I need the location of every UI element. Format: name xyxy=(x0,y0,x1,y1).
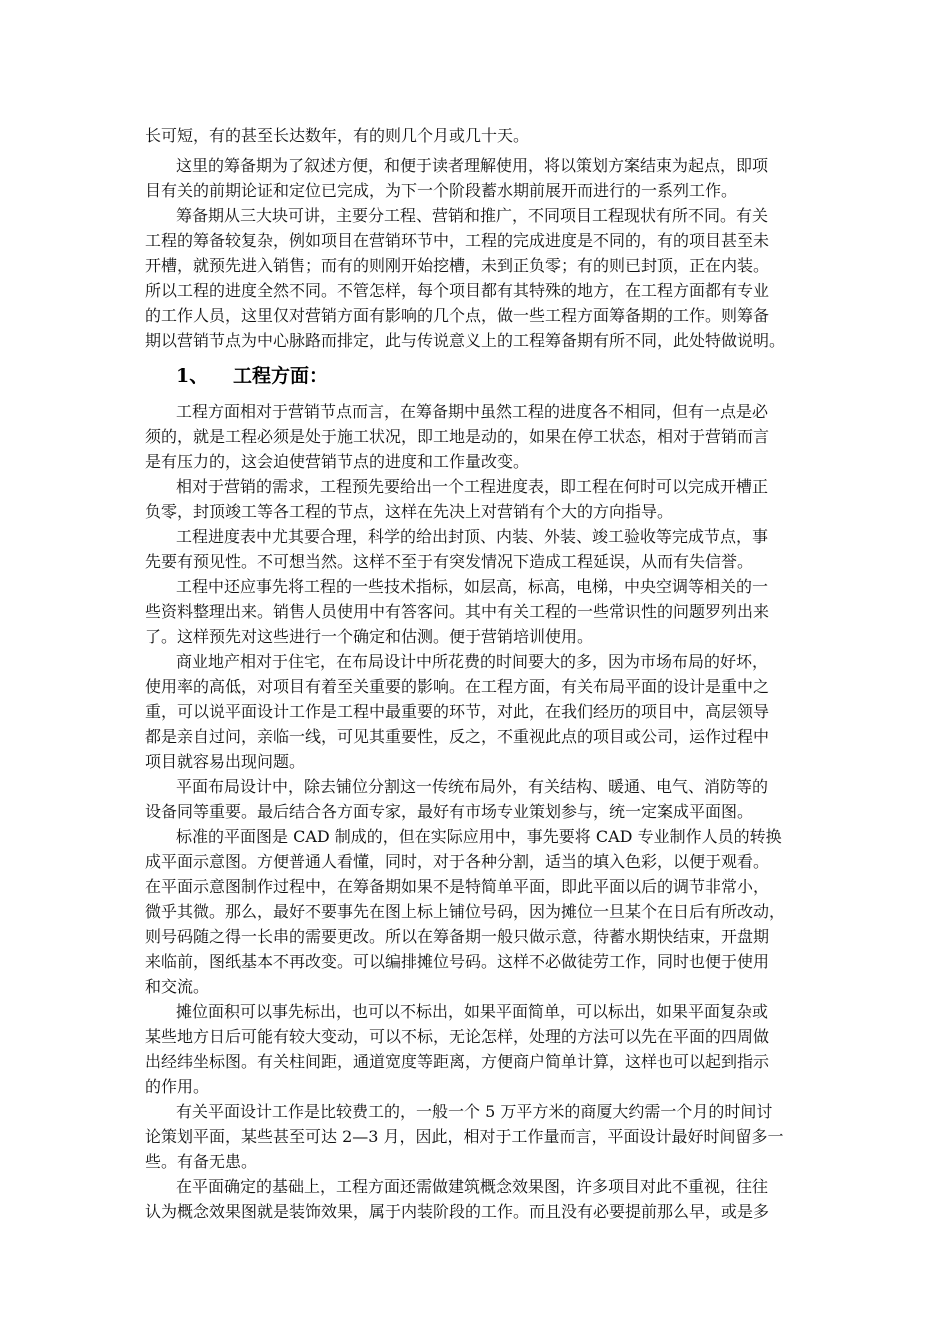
body-text-line: 工程中还应事先将工程的一些技术指标，如层高，标高，电梯，中央空调等相关的一 xyxy=(176,577,769,596)
body-text-line: 出经纬坐标图。有关柱间距，通道宽度等距离，方便商户简单计算，这样也可以起到指示 xyxy=(145,1052,770,1071)
body-text-line: 工程方面相对于营销节点而言，在筹备期中虽然工程的进度各不相同，但有一点是必 xyxy=(176,402,769,421)
body-text-line: 些。有备无患。 xyxy=(145,1152,258,1171)
body-text-line: 重，可以说平面设计工作是工程中最重要的环节，对此，在我们经历的项目中，高层领导 xyxy=(145,702,770,721)
body-text-line: 在平面确定的基础上，工程方面还需做建筑概念效果图，许多项目对此不重视，往往 xyxy=(176,1177,769,1196)
body-text-line: 微乎其微。那么，最好不要事先在图上标上铺位号码，因为摊位一旦某个在日后有所改动， xyxy=(145,902,786,921)
body-text-line: 的工作人员，这里仅对营销方面有影响的几个点，做一些工程方面筹备期的工作。则筹备 xyxy=(145,306,770,325)
body-text-line: 些资料整理出来。销售人员使用中有答客问。其中有关工程的一些常识性的问题罗列出来 xyxy=(145,602,770,621)
body-text-line: 负零，封顶竣工等各工程的节点，这样在先决上对营销有个大的方向指导。 xyxy=(145,502,674,521)
body-text-line: 商业地产相对于住宅，在布局设计中所花费的时间要大的多，因为市场布局的好坏， xyxy=(176,652,769,671)
body-text-line: 认为概念效果图就是装饰效果，属于内装阶段的工作。而且没有必要提前那么早，或是多 xyxy=(145,1202,770,1221)
body-text-line: 平面布局设计中，除去铺位分割这一传统布局外，有关结构、暖通、电气、消防等的 xyxy=(176,777,769,796)
body-text-line: 论策划平面，某些甚至可达 2—3 月，因此，相对于工作量而言，平面设计最好时间留多一 xyxy=(145,1127,784,1146)
body-text-line: 某些地方日后可能有较大变动，可以不标，无论怎样，处理的方法可以先在平面的四周做 xyxy=(145,1027,770,1046)
section-title: 工程方面： xyxy=(233,365,329,387)
body-text-line: 相对于营销的需求，工程预先要给出一个工程进度表，即工程在何时可以完成开槽正 xyxy=(176,477,769,496)
body-text-line: 有关平面设计工作是比较费工的，一般一个 5 万平方米的商厦大约需一个月的时间讨 xyxy=(176,1102,773,1121)
body-text-line: 来临前，图纸基本不再改变。可以编排摊位号码。这样不必做徒劳工作，同时也便于使用 xyxy=(145,952,770,971)
body-text-line: 标准的平面图是 CAD 制成的，但在实际应用中，事先要将 CAD 专业制作人员的转换 xyxy=(176,827,782,846)
body-text-line: 工程进度表中尤其要合理，科学的给出封顶、内装、外装、竣工验收等完成节点，事 xyxy=(176,527,769,546)
body-text-line: 工程的筹备较复杂，例如项目在营销环节中，工程的完成进度是不同的，有的项目甚至未 xyxy=(145,231,770,250)
body-text-line: 长可短，有的甚至长达数年，有的则几个月或几十天。 xyxy=(145,126,530,145)
body-text-line: 了。这样预先对这些进行一个确定和估测。便于营销培训使用。 xyxy=(145,627,594,646)
body-text-line: 和交流。 xyxy=(145,977,210,996)
body-text-line: 项目就容易出现问题。 xyxy=(145,752,306,771)
body-text-line: 是有压力的，这会迫使营销节点的进度和工作量改变。 xyxy=(145,452,530,471)
body-text-line: 期以营销节点为中心脉路而排定，此与传说意义上的工程筹备期有所不同，此处特做说明。 xyxy=(145,331,786,350)
body-text-line: 所以工程的进度全然不同。不管怎样，每个项目都有其特殊的地方，在工程方面都有专业 xyxy=(145,281,770,300)
body-text-line: 摊位面积可以事先标出，也可以不标出，如果平面简单，可以标出，如果平面复杂或 xyxy=(176,1002,769,1021)
body-text-line: 则号码随之得一长串的需要更改。所以在筹备期一般只做示意，待蓄水期快结束，开盘期 xyxy=(145,927,770,946)
body-text-line: 使用率的高低，对项目有着至关重要的影响。在工程方面，有关布局平面的设计是重中之 xyxy=(145,677,770,696)
body-text-line: 筹备期从三大块可讲，主要分工程、营销和推广，不同项目工程现状有所不同。有关 xyxy=(176,206,769,225)
body-text-line: 在平面示意图制作过程中，在筹备期如果不是特简单平面，即此平面以后的调节非常小， xyxy=(145,877,770,896)
body-text-line: 这里的筹备期为了叙述方便，和便于读者理解使用，将以策划方案结束为起点，即项 xyxy=(176,156,769,175)
body-text-line: 须的，就是工程必须是处于施工状况，即工地是动的，如果在停工状态，相对于营销而言 xyxy=(145,427,770,446)
body-text-line: 设备同等重要。最后结合各方面专家，最好有市场专业策划参与，统一定案成平面图。 xyxy=(145,802,754,821)
body-text-line: 都是亲自过问，亲临一线，可见其重要性，反之，不重视此点的项目或公司，运作过程中 xyxy=(145,727,770,746)
body-text-line: 先要有预见性。不可想当然。这样不至于有突发情况下造成工程延误，从而有失信誉。 xyxy=(145,552,754,571)
body-text-line: 目有关的前期论证和定位已完成，为下一个阶段蓄水期前展开而进行的一系列工作。 xyxy=(145,181,738,200)
section-number: 1、 xyxy=(176,365,209,387)
body-text-line: 开槽，就预先进入销售；而有的则刚开始挖槽，未到正负零；有的则已封顶，正在内装。 xyxy=(145,256,770,275)
body-text-line: 的作用。 xyxy=(145,1077,210,1096)
body-text-line: 成平面示意图。方便普通人看懂，同时，对于各种分割，适当的填入色彩，以便于观看。 xyxy=(145,852,770,871)
section-heading xyxy=(176,364,328,388)
